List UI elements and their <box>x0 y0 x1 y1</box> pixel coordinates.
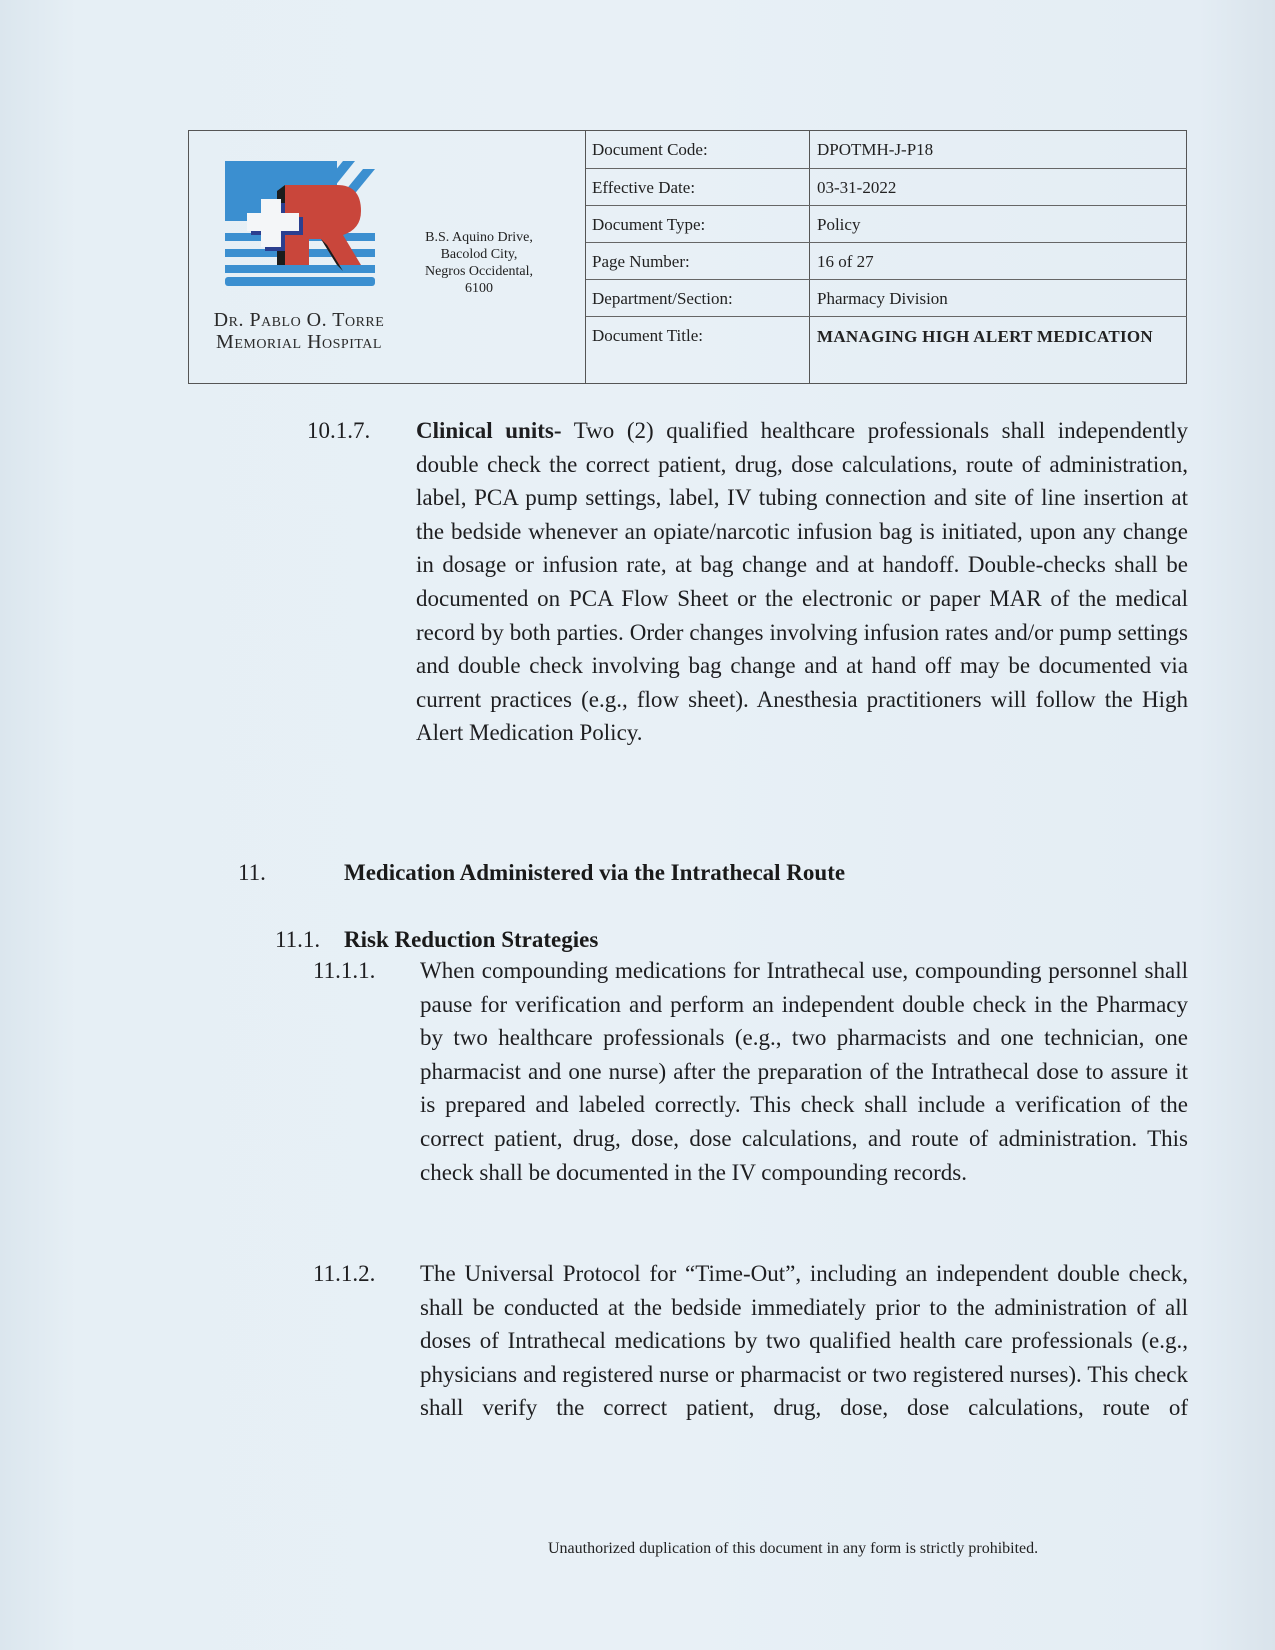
hospital-name <box>201 309 397 353</box>
meta-row-document-code <box>586 131 1187 169</box>
paragraph-11-1-2: The Universal Protocol for “Time-Out”, including an independent double check, shall be conducted at the bedside immediately prior to the administration of all doses of Intrathecal medications by two qualified health care professionals (e.g., physicians and registered nurse or pharmacist or two registered nurses). This check shall verify the correct patient, drug, dose, dose calculations, route of <box>420 1261 1188 1421</box>
meta-label: Department/Section: <box>586 280 810 316</box>
meta-label: Document Title: <box>586 317 810 383</box>
meta-label: Document Type: <box>586 206 810 242</box>
paragraph-lead: Clinical units- <box>416 418 562 443</box>
subsection-heading: Risk Reduction Strategies <box>344 927 599 952</box>
section-number: 11.1.1. <box>313 958 376 983</box>
meta-value: Pharmacy Division <box>817 289 948 308</box>
logo-cell <box>189 131 585 383</box>
meta-row-effective-date <box>586 169 1187 206</box>
hospital-name-line-1: Dr. Pablo O. Torre <box>213 309 385 331</box>
section-number: 11. <box>238 860 266 885</box>
section-number: 11.1. <box>275 927 321 952</box>
document-header-table <box>188 130 1187 384</box>
meta-label: Document Code: <box>586 131 810 168</box>
meta-value: 16 of 27 <box>817 252 874 271</box>
meta-row-department <box>586 280 1187 317</box>
section-number: 11.1.2. <box>313 1261 376 1286</box>
meta-value: DPOTMH-J-P18 <box>817 140 934 159</box>
meta-row-document-title <box>586 317 1187 383</box>
document-meta-grid <box>585 131 1187 383</box>
meta-label: Page Number: <box>586 243 810 279</box>
address-line: 6100 <box>465 281 493 296</box>
meta-row-page-number <box>586 243 1187 280</box>
meta-row-document-type <box>586 206 1187 243</box>
section-heading: Medication Administered via the Intrathecal Route <box>344 860 846 885</box>
meta-value: 03-31-2022 <box>817 178 897 197</box>
address-line: Negros Occidental, <box>424 264 534 279</box>
section-number: 10.1.7. <box>307 418 371 443</box>
paragraph-text: Two (2) qualified healthcare professionals shall independently double check the correct patient, drug, dose calculations, route of administration, label, PCA pump settings, label, IV tubing connection and site of line insertion at the bedside whenever an opiate/narcotic infusion bag is initiated, upon any change in dosage or infusion rate, at bag change and at handoff. Double-checks shall be documented on PCA Flow Sheet or the electronic or paper MAR of the medical record by both parties. Order changes involving infusion rates and/or pump settings and double check involving bag change and at hand off may be documented via current practices (e.g., flow sheet). Anesthesia practitioners will follow the High Alert Medication Policy. <box>416 418 1188 746</box>
meta-value: Policy <box>817 215 861 234</box>
document-title: MANAGING HIGH ALERT MEDICATION <box>817 327 1154 346</box>
hospital-address <box>411 229 547 297</box>
paragraph-11-1-1: When compounding medications for Intrathecal use, compounding personnel shall pause for verification and perform an independent double check in the Pharmacy by two healthcare professionals (e.g., two pharmacists and one technician, one pharmacist and one nurse) after the preparation of the Intrathecal dose to assure it is prepared and labeled correctly. This check shall include a verification of the correct patient, drug, dose, dose calculations, and route of administration. This check shall be documented in the IV compounding records. <box>420 958 1188 1185</box>
paragraph-10-1-7 <box>416 414 1188 750</box>
footer-notice: Unauthorized duplication of this document in any form is strictly prohibited. <box>548 1540 1039 1557</box>
hospital-name-line-2: Memorial Hospital <box>216 331 382 353</box>
address-line: B.S. Aquino Drive, <box>425 230 533 245</box>
meta-label: Effective Date: <box>586 169 810 205</box>
address-line: Bacolod City, <box>440 247 518 262</box>
hospital-logo-icon <box>225 161 375 286</box>
